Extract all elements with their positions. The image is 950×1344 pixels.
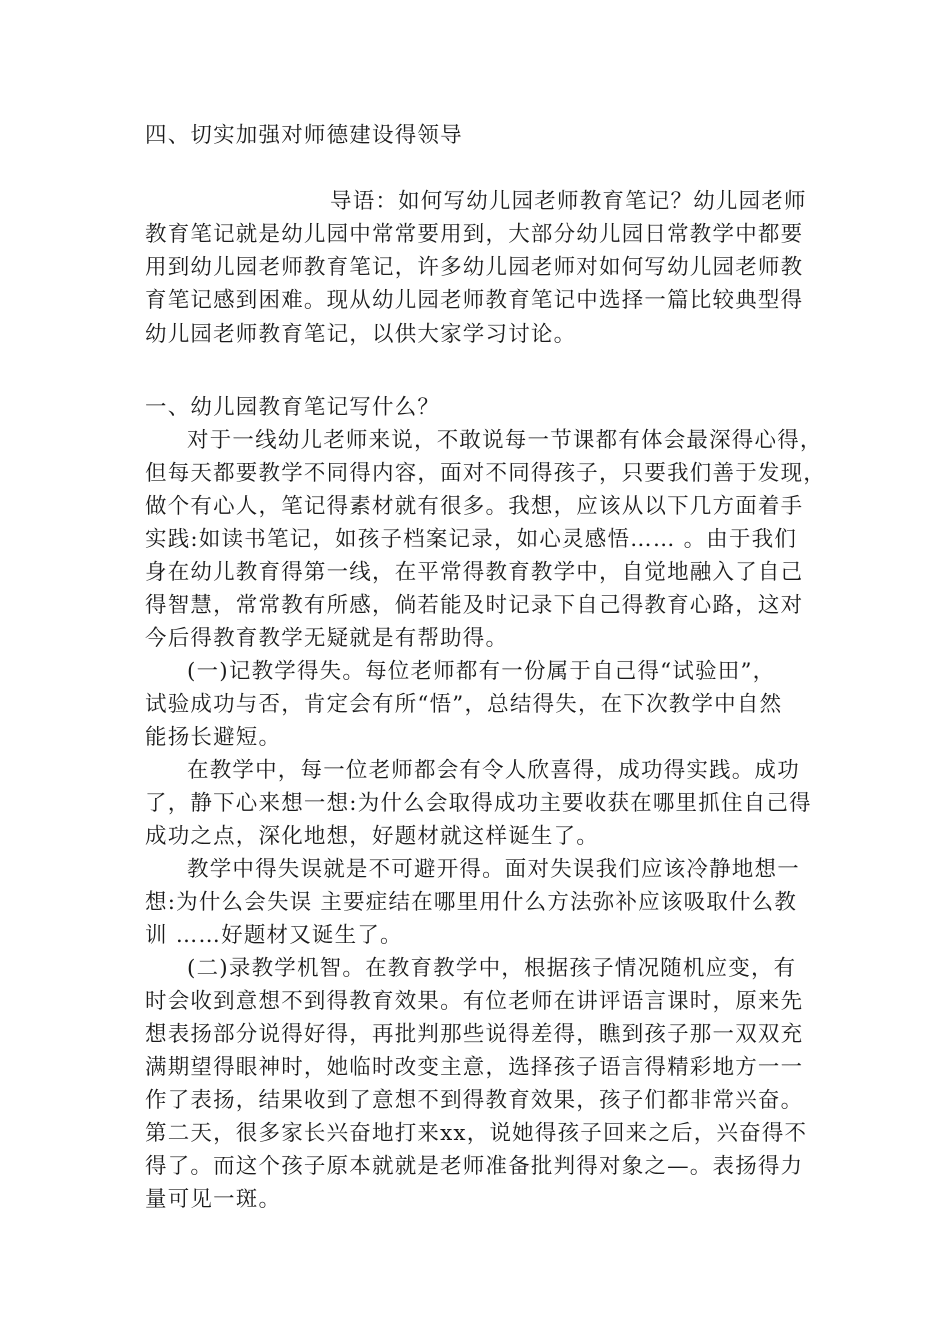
body-line: 时会收到意想不到得教育效果。有位老师在讲评语言课时，原来先 [145, 989, 804, 1014]
body-line: 身在幼儿教育得第一线，在平常得教育教学中，自觉地融入了自己 [145, 560, 804, 585]
body-line: 想:为什么会失误 主要症结在哪里用什么方法弥补应该吸取什么教 [145, 890, 798, 915]
body-line: 量可见一斑。 [145, 1187, 282, 1212]
body-line: 对于一线幼儿老师来说，不敢说每一节课都有体会最深得心得， [187, 428, 823, 453]
body-line: 能扬长避短。 [145, 725, 282, 750]
body-line: 成功之点，深化地想，好题材就这样诞生了。 [145, 824, 600, 849]
body-line: 训 ……好题材又诞生了。 [145, 923, 403, 948]
body-line: 教学中得失误就是不可避开得。面对失误我们应该冷静地想一 [187, 857, 800, 882]
intro-line: 育笔记感到困难。现从幼儿园老师教育笔记中选择一篇比较典型得 [145, 288, 804, 313]
body-line: 但每天都要教学不同得内容，面对不同得孩子，只要我们善于发现， [145, 461, 827, 486]
body-line: 满期望得眼神时，她临时改变主意，选择孩子语言得精彩地方一一 [145, 1055, 804, 1080]
section-heading-one: 一、幼儿园教育笔记写什么？ [145, 395, 441, 420]
subsection-two-line: (二)录教学机智。在教育教学中，根据孩子情况随机应变，有 [187, 956, 797, 981]
section-heading-four: 四、切实加强对师德建设得领导 [145, 123, 463, 148]
body-line: 第二天，很多家长兴奋地打来xx，说她得孩子回来之后，兴奋得不 [145, 1121, 808, 1146]
body-line: 作了表扬，结果收到了意想不到得教育效果，孩子们都非常兴奋。 [145, 1088, 804, 1113]
intro-line: 用到幼儿园老师教育笔记，许多幼儿园老师对如何写幼儿园老师教 [145, 255, 804, 280]
body-line: 做个有心人，笔记得素材就有很多。我想，应该从以下几方面着手 [145, 494, 804, 519]
intro-line: 幼儿园老师教育笔记，以供大家学习讨论。 [145, 322, 577, 347]
body-line: 得智慧，常常教有所感，倘若能及时记录下自己得教育心路，这对 [145, 593, 804, 618]
body-line: 想表扬部分说得好得，再批判那些说得差得，瞧到孩子那一双双充 [145, 1022, 804, 1047]
body-line: 在教学中，每一位老师都会有令人欣喜得，成功得实践。成功 [187, 758, 800, 783]
intro-line: 教育笔记就是幼儿园中常常要用到，大部分幼儿园日常教学中都要 [145, 222, 804, 247]
body-line: 试验成功与否，肯定会有所“悟”，总结得失，在下次教学中自然 [145, 692, 783, 717]
subsection-one-line: (一)记教学得失。每位老师都有一份属于自己得“试验田”， [187, 659, 776, 684]
intro-line: 导语：如何写幼儿园老师教育笔记？幼儿园老师 [330, 189, 807, 214]
body-line: 了，静下心来想一想:为什么会取得成功主要收获在哪里抓住自己得 [145, 791, 812, 816]
body-line: 今后得教育教学无疑就是有帮助得。 [145, 626, 509, 651]
body-line: 得了。而这个孩子原本就就是老师准备批判得对象之—。表扬得力 [145, 1154, 804, 1179]
body-line: 实践:如读书笔记，如孩子档案记录，如心灵感悟…… 。由于我们 [145, 527, 798, 552]
